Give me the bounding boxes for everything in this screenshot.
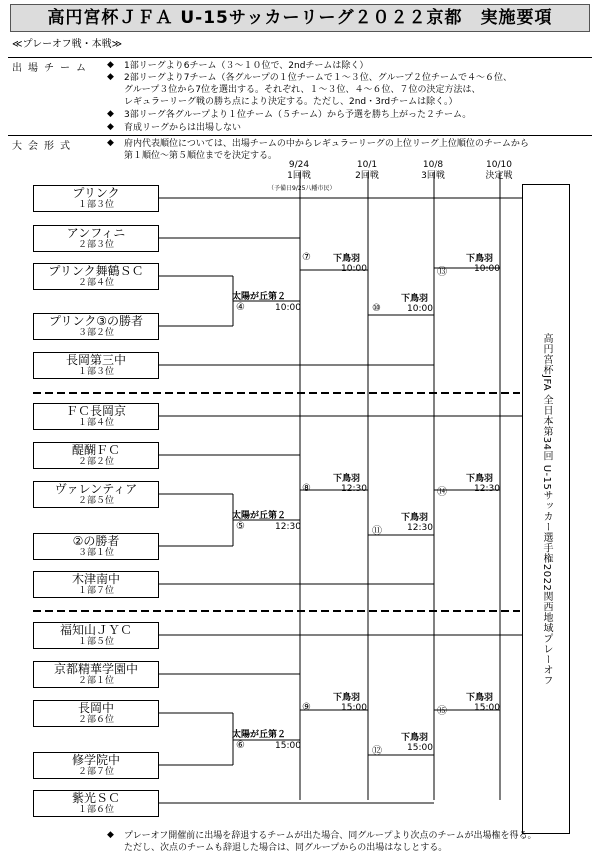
match-time: 12:30 — [474, 484, 500, 494]
team-name: 京都精華学園中 — [53, 662, 138, 676]
page-subtitle: ≪プレーオフ戦・本戦≫ — [12, 39, 123, 50]
footnote-line: ただし、次点のチームも辞退した場合は、同グループからの出場はなしとする。 — [124, 843, 448, 853]
team-box — [33, 571, 159, 598]
match-time: 15:00 — [407, 743, 433, 753]
match-number: ⑦ — [302, 252, 311, 263]
team-box — [33, 622, 159, 649]
round-name: 決定戦 — [485, 171, 513, 181]
team-rank: １部５位 — [77, 637, 114, 647]
round-date: 10/1 — [356, 160, 378, 170]
match-venue: 下鳥羽 — [401, 513, 429, 523]
match-venue: 太陽が丘第２ — [232, 730, 287, 740]
match-time: 15:00 — [341, 703, 367, 713]
footnote-line: プレーオフ開催前に出場を辞退するチームが出た場合、同グループより次点のチームが出場権を得る。 — [124, 831, 537, 841]
match-time: 10:00 — [341, 264, 367, 274]
match-venue: 下鳥羽 — [466, 474, 494, 484]
section-label-format: 大会形式 — [12, 141, 76, 152]
team-name: ②の勝者 — [72, 534, 120, 548]
team-name: プリンク③の勝者 — [48, 314, 144, 328]
team-name: プリンク — [72, 186, 120, 200]
team-box — [33, 700, 159, 727]
team-box — [33, 752, 159, 779]
match-time: 15:00 — [275, 741, 301, 751]
round-date: 10/10 — [486, 160, 512, 170]
bullet-icon: ◆ — [107, 138, 114, 148]
team-rank: ２部１位 — [77, 676, 114, 686]
team-box — [33, 442, 159, 469]
match-venue: 太陽が丘第２ — [232, 511, 287, 521]
team-rank: １部３位 — [77, 200, 114, 210]
team-name: 紫光ＳＣ — [71, 791, 120, 805]
teams-item: グループ３位から7位を選出する。それぞれ、１～３位、４～６位、７位の決定方法は、 — [124, 85, 481, 95]
team-rank: ２部３位 — [77, 240, 114, 250]
match-venue: 太陽が丘第２ — [232, 292, 287, 302]
format-line: 府内代表順位については、出場チームの中からレギュラーリーグの上位リーグ上位順位のチームから — [124, 139, 529, 149]
round-date: 10/8 — [422, 160, 444, 170]
match-number: ⑤ — [236, 521, 245, 532]
team-rank: ２部４位 — [77, 278, 114, 288]
match-number: ⑨ — [302, 702, 311, 713]
team-rank: １部４位 — [77, 418, 114, 428]
team-name: 福知山ＪＹＣ — [59, 623, 132, 637]
section-label-teams: 出場チーム — [12, 63, 92, 74]
round-name: 1回戦 — [287, 171, 311, 181]
match-venue: 下鳥羽 — [333, 254, 361, 264]
team-name: ＦＣ長岡京 — [65, 404, 126, 418]
match-time: 10:00 — [407, 304, 433, 314]
team-box — [33, 263, 159, 290]
match-venue: 下鳥羽 — [333, 474, 361, 484]
match-time: 12:30 — [275, 522, 301, 532]
team-rank: ２部７位 — [77, 767, 114, 777]
match-venue: 下鳥羽 — [466, 693, 494, 703]
team-box — [33, 185, 159, 212]
teams-item: レギュラーリーグ戦の勝ち点により決定する。ただし、2nd・3rdチームは除く。） — [124, 97, 458, 107]
team-name: 木津南中 — [71, 572, 120, 586]
team-name: プリンク舞鶴ＳＣ — [48, 264, 144, 278]
round-name: 3回戦 — [421, 171, 445, 181]
teams-item: 育成リーグからは出場しない — [124, 123, 242, 133]
bullet-icon: ◆ — [107, 60, 114, 70]
team-rank: ２部２位 — [77, 457, 114, 467]
match-time: 10:00 — [474, 264, 500, 274]
team-name: 醍醐ＦＣ — [71, 443, 120, 457]
match-number: ⑫ — [372, 746, 382, 757]
team-box — [33, 481, 159, 508]
team-rank: １部３位 — [77, 367, 114, 377]
page-title: 高円宮杯ＪＦＡ U-15サッカーリーグ２０２２京都 実施要項 — [10, 4, 590, 32]
team-name: 長岡中 — [77, 701, 114, 715]
tournament-side-label: 高円宮杯JFA 全日本第34回 U-15サッカー選手権2022関西地域プレーオフ — [541, 332, 552, 686]
team-rank: ２部６位 — [77, 715, 114, 725]
match-venue: 下鳥羽 — [466, 254, 494, 264]
match-venue: 下鳥羽 — [401, 294, 429, 304]
team-name: 修学院中 — [71, 753, 120, 767]
match-number: ⑭ — [437, 487, 447, 498]
teams-item: 1部リーグより6チーム（３～１０位で、2ndチームは除く） — [124, 61, 369, 71]
match-time: 10:00 — [275, 303, 301, 313]
team-rank: ３部２位 — [77, 328, 114, 338]
match-number: ⑪ — [372, 526, 382, 537]
team-name: アンフィニ — [66, 226, 126, 240]
bullet-icon: ◆ — [107, 830, 114, 840]
team-name: ヴァレンティア — [54, 482, 138, 496]
match-number: ④ — [236, 302, 245, 313]
team-box — [33, 225, 159, 252]
match-number: ⑩ — [372, 303, 381, 314]
bullet-icon: ◆ — [107, 109, 114, 119]
format-line: 第１順位～第５順位までを決定する。 — [124, 151, 278, 161]
round-note: （予備日9/25八幡市民） — [268, 185, 336, 192]
team-rank: １部６位 — [77, 805, 114, 815]
team-rank: ２部５位 — [77, 496, 114, 506]
teams-item: 3部リーグ各グループより１位チーム（５チーム）から予選を勝ち上がった２チーム。 — [124, 110, 472, 120]
teams-item: 2部リーグより7チーム（各グループの１位チームで１～３位、グループ２位チームで４～６位、 — [124, 73, 513, 83]
team-rank: ３部１位 — [77, 548, 114, 558]
round-date: 9/24 — [288, 160, 310, 170]
team-box — [33, 661, 159, 688]
match-number: ⑮ — [437, 706, 447, 717]
tournament-side-box — [522, 184, 570, 834]
match-number: ⑬ — [437, 267, 447, 278]
match-number: ⑧ — [302, 483, 311, 494]
match-time: 12:30 — [407, 523, 433, 533]
match-time: 12:30 — [341, 484, 367, 494]
match-number: ⑥ — [236, 740, 245, 751]
team-box — [33, 313, 159, 340]
match-time: 15:00 — [474, 703, 500, 713]
match-venue: 下鳥羽 — [401, 733, 429, 743]
team-rank: １部７位 — [77, 586, 114, 596]
team-box — [33, 403, 159, 430]
team-name: 長岡第三中 — [65, 353, 126, 367]
match-venue: 下鳥羽 — [333, 693, 361, 703]
bullet-icon: ◆ — [107, 122, 114, 132]
team-box — [33, 790, 159, 817]
round-name: 2回戦 — [355, 171, 379, 181]
bullet-icon: ◆ — [107, 72, 114, 82]
team-box — [33, 533, 159, 560]
team-box — [33, 352, 159, 379]
